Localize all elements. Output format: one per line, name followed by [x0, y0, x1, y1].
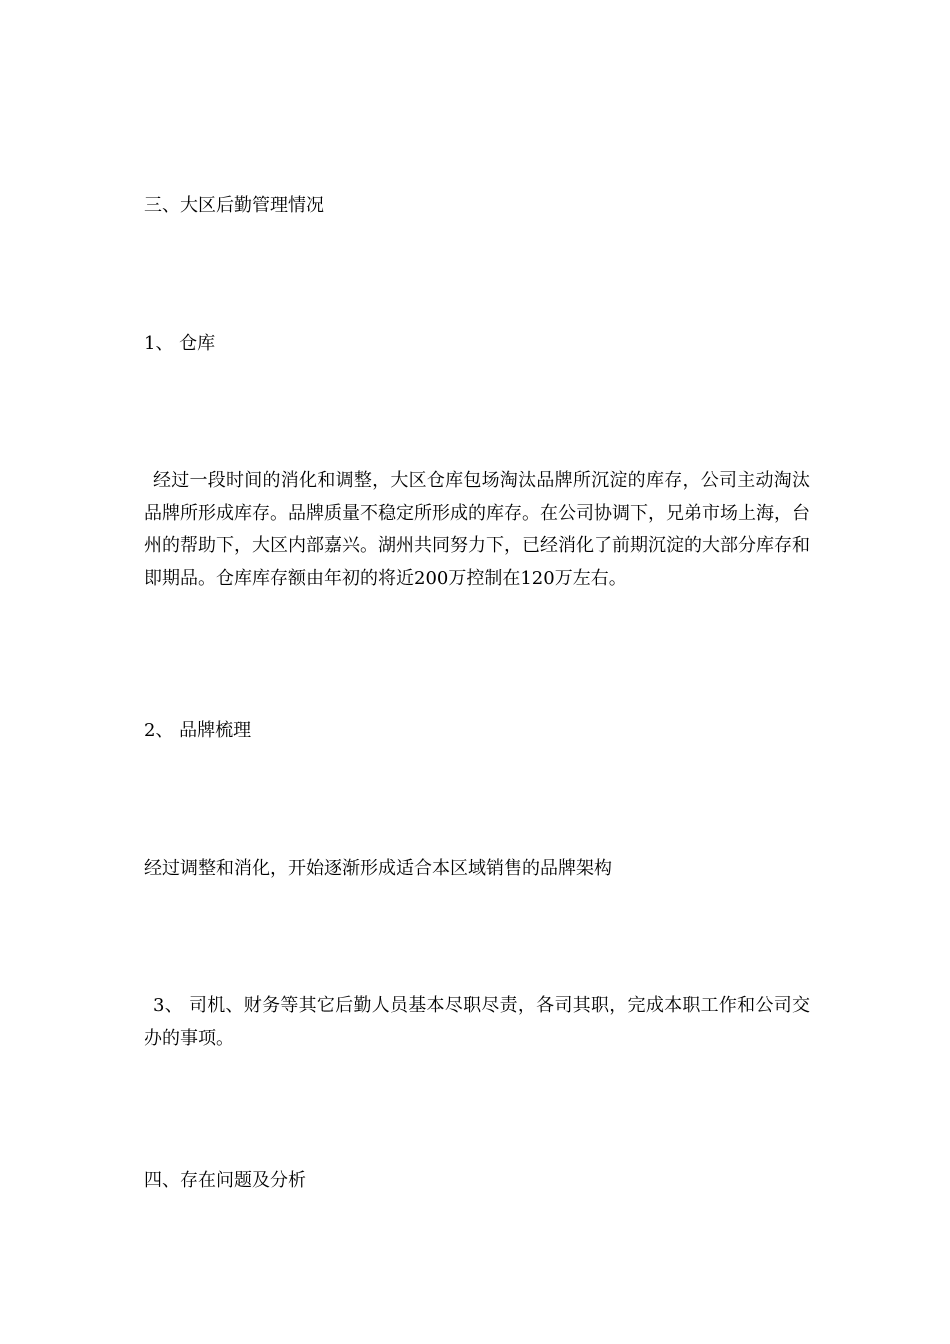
item-2-paragraph: 经过调整和消化，开始逐渐形成适合本区域销售的品牌架构	[144, 858, 612, 879]
section-heading-4: 四、存在问题及分析	[144, 1170, 306, 1191]
item-1-title: 1、 仓库	[144, 333, 216, 354]
section-heading-3: 三、大区后勤管理情况	[144, 195, 324, 216]
item-1-paragraph: 经过一段时间的消化和调整，大区仓库包场淘汰品牌所沉淀的库存，公司主动淘汰品牌所形成库存。品牌质量不稳定所形成的库存。在公司协调下，兄弟市场上海，台州的帮助下，大区内部嘉兴。湖州共同努力下，已经消化了前期沉淀的大部分库存和即期品。仓库库存额由年初的将近200万控制在120万左右。	[144, 470, 810, 590]
item-2-title: 2、 品牌梳理	[144, 720, 252, 741]
item-3-paragraph: 3、 司机、财务等其它后勤人员基本尽职尽责，各司其职，完成本职工作和公司交办的事项。	[144, 995, 810, 1049]
